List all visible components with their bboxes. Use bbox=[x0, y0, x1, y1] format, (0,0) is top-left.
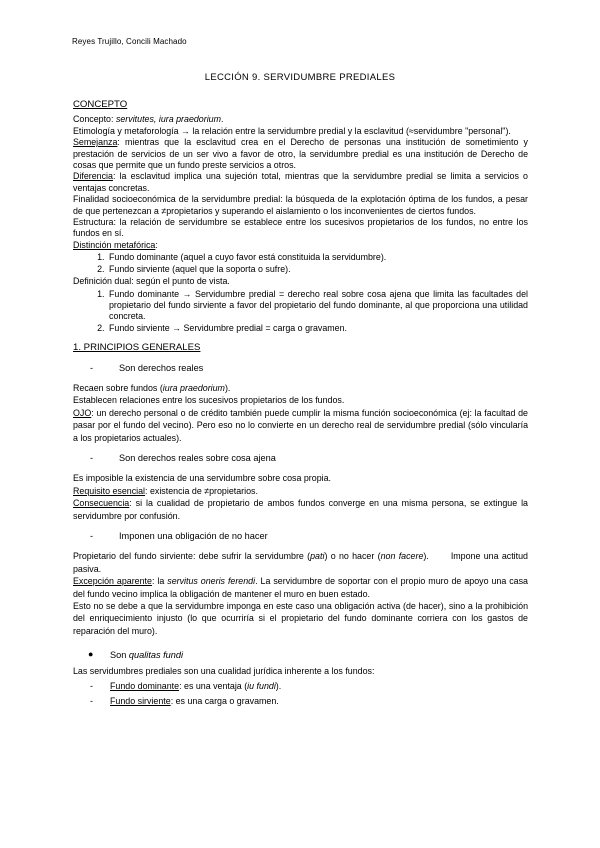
label-excepcion: Excepción aparente bbox=[73, 576, 152, 587]
text: Recaen sobre fundos ( bbox=[73, 382, 163, 393]
subheading-text: Son derechos reales bbox=[119, 362, 204, 373]
colon: : bbox=[155, 239, 158, 250]
list-item-dominante bbox=[73, 681, 528, 692]
subheading-qualitas bbox=[73, 650, 528, 661]
paragraph-consecuencia bbox=[73, 497, 528, 522]
term-iu-fundi: iu fundi bbox=[247, 681, 276, 692]
list-item: 1. Fundo dominante → Servidumbre predial = derecho real sobre cosa ajena que limita las facultades del propietario del fundo sirviente a favor del propietario del fundo dominante, al que proporciona una utilidad concreta. bbox=[107, 289, 528, 323]
term-non-facere: non facere bbox=[380, 551, 424, 562]
label-semejanza: Semejanza bbox=[73, 137, 118, 148]
list-item: 2. Fundo sirviente → Servidumbre predial = carga o gravamen. bbox=[107, 323, 528, 334]
label-sirviente: Fundo sirviente bbox=[110, 696, 171, 707]
paragraph-imposible: Es imposible la existencia de una servidumbre sobre cosa propia. bbox=[73, 473, 332, 484]
lesson-title: LECCIÓN 9. SERVIDUMBRE PREDIALES bbox=[204, 72, 396, 83]
text: : es una ventaja ( bbox=[179, 681, 248, 692]
paragraph-semejanza bbox=[73, 137, 528, 171]
label-distincion: Distinción metafórica bbox=[73, 239, 156, 250]
period: . bbox=[221, 114, 224, 125]
document-body bbox=[73, 99, 528, 708]
term-qualitas: qualitas fundi bbox=[128, 650, 184, 661]
label-dominante: Fundo dominante bbox=[110, 681, 180, 692]
paragraph-establecen: Establecen relaciones entre los sucesivos propietarios de los fundos. bbox=[73, 395, 345, 406]
text: ). bbox=[423, 551, 429, 562]
paragraph-ojo bbox=[73, 407, 528, 444]
paragraph-requisito bbox=[73, 485, 528, 497]
list-distincion bbox=[73, 252, 528, 275]
dash-marker: - bbox=[90, 531, 94, 541]
text: : la bbox=[151, 576, 168, 587]
text: ) o no hacer ( bbox=[324, 551, 381, 562]
dash-marker: - bbox=[90, 696, 93, 707]
text-ojo: : un derecho personal o de crédito también puede cumplir la misma función socioeconómica (ej: la facultad de pasar por el fundo del vecino). Pero eso no lo convierte en un derecho real de servidumbre predial (sólo vincularía a los propietarios actuales). bbox=[73, 407, 528, 443]
list-definicion bbox=[73, 289, 528, 335]
paragraph-diferencia bbox=[73, 171, 528, 194]
dash-marker: - bbox=[90, 362, 94, 373]
section-heading-principios: 1. PRINCIPIOS GENERALES bbox=[73, 342, 201, 354]
text-semejanza: : mientras que la esclavitud crea en el Derecho de personas una institución de sometimiento y prestación de servicios de un ser vivo a favor de otro, la servidumbre predial es una institución de Derecho de cosas que permite que un fundo preste servicios a otros. bbox=[73, 137, 528, 171]
paragraph-concepto bbox=[73, 114, 528, 125]
label-ojo: OJO bbox=[73, 407, 92, 418]
text-consecuencia: : si la cualidad de propietario de ambos fundos converge en una misma persona, se extingue la servidumbre por confusión. bbox=[73, 498, 528, 521]
label-concepto: Concepto: bbox=[73, 114, 116, 125]
text-diferencia: : la esclavitud implica una sujeción total, mientras que la servidumbre predial se limita a servicios o ventajas concretas. bbox=[73, 171, 528, 193]
label-requisito: Requisito esencial bbox=[73, 485, 146, 496]
term-servitus: servitus oneris ferendi bbox=[167, 576, 256, 587]
text: : es una carga o gravamen. bbox=[170, 696, 279, 707]
subheading-text: Son bbox=[110, 650, 129, 661]
author-header: Reyes Trujillo, Concili Machado bbox=[72, 37, 187, 46]
paragraph-esto-no: Esto no se debe a que la servidumbre imponga en este caso una obligación activa (de hacer), sino a la prohibición del enriquecimiento injusto (lo que ocurriría si el propietario del fundo dominante corriera con los gastos de reparación del muro). bbox=[73, 601, 528, 636]
subheading-text: Imponen una obligación de no hacer bbox=[119, 531, 268, 541]
bullet-marker: ● bbox=[88, 649, 94, 660]
dash-marker: - bbox=[90, 452, 94, 463]
paragraph-distincion bbox=[73, 240, 528, 251]
text: ). bbox=[224, 382, 231, 393]
text: Impone una actitud pasiva. bbox=[73, 551, 528, 574]
term-iura: iura praedorium bbox=[162, 382, 225, 393]
term-pati: pati bbox=[310, 551, 325, 562]
text: . La servidumbre de soportar con el propio muro de apoyo una casa del fundo vecino implica la obligación de mantener el muro en buen estado. bbox=[73, 576, 528, 599]
subheading-derechos-reales bbox=[73, 363, 528, 374]
section-heading-concepto: CONCEPTO bbox=[73, 99, 128, 110]
text: ). bbox=[275, 681, 282, 692]
list-item: 1. Fundo dominante (aquel a cuyo favor está constituida la servidumbre). bbox=[107, 252, 528, 263]
list-item-sirviente bbox=[73, 696, 528, 707]
paragraph-finalidad: Finalidad socioeconómica de la servidumbre predial: la búsqueda de la explotación óptima de los fundos, a pesar de que pertenezcan a ≠propietarios y superando el aislamiento o los inconvenientes de ciertos fundos. bbox=[73, 194, 528, 216]
paragraph-propietario-sirviente bbox=[73, 550, 528, 575]
dash-marker: - bbox=[90, 681, 93, 692]
paragraph-recaen bbox=[73, 382, 528, 394]
label-consecuencia: Consecuencia bbox=[73, 498, 130, 509]
term-servitutes: servitutes, iura praedorium bbox=[115, 114, 222, 125]
list-item: 2. Fundo sirviente (aquel que la soporta o sufre). bbox=[107, 264, 528, 275]
subheading-text: Son derechos reales sobre cosa ajena bbox=[119, 452, 276, 463]
text-requisito: : existencia de ≠propietarios. bbox=[145, 485, 258, 496]
paragraph-etimologia: Etimología y metaforología → la relación entre la servidumbre predial y la esclavitud (≈servidumbre "personal"). bbox=[73, 125, 511, 136]
paragraph-cualidad: Las servidumbres prediales son una cualidad jurídica inherente a los fundos: bbox=[73, 665, 375, 676]
label-diferencia: Diferencia bbox=[73, 171, 113, 182]
paragraph-excepcion bbox=[73, 575, 528, 600]
paragraph-definicion: Definición dual: según el punto de vista. bbox=[73, 276, 230, 287]
paragraph-estructura: Estructura: la relación de servidumbre se establece entre los sucesivos propietarios de los fundos, no entre los fundos en sí. bbox=[73, 217, 528, 239]
subheading-no-hacer bbox=[73, 531, 528, 542]
subheading-cosa-ajena bbox=[73, 453, 528, 464]
text: Propietario del fundo sirviente: debe sufrir la servidumbre ( bbox=[73, 551, 311, 562]
